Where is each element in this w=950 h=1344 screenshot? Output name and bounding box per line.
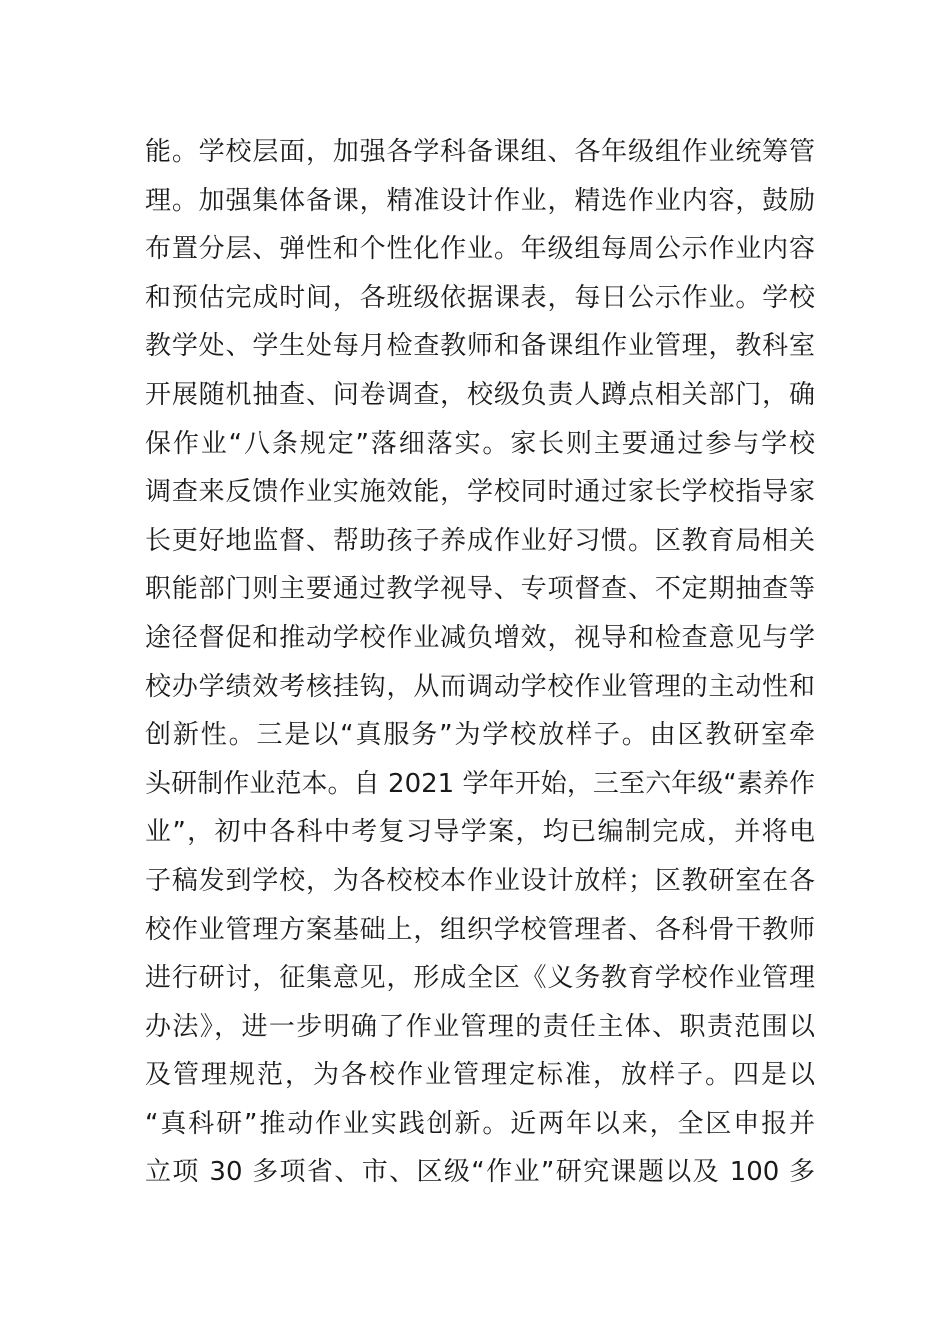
text-line: 办法》，进一步明确了作业管理的责任主体、职责范围以: [145, 1011, 815, 1042]
text-line: 途径督促和推动学校作业减负增效，视导和检查意见与学: [145, 622, 815, 653]
text-line: 进行研讨，征集意见，形成全区《义务教育学校作业管理: [145, 963, 815, 994]
text-line: 校作业管理方案基础上，组织学校管理者、各科骨干教师: [145, 914, 815, 945]
text-line: 和预估完成时间，各班级依据课表，每日公示作业。学校: [145, 282, 815, 313]
body-paragraph: [145, 128, 815, 1197]
text-line: 子稿发到学校，为各校校本作业设计放样；区教研室在各: [145, 865, 815, 896]
text-line: “真科研”推动作业实践创新。近两年以来，全区申报并: [145, 1108, 815, 1139]
text-line: 长更好地监督、帮助孩子养成作业好习惯。区教育局相关: [145, 525, 815, 556]
text-line: 教学处、学生处每月检查教师和备课组作业管理，教科室: [145, 331, 815, 362]
text-line: 理。加强集体备课，精准设计作业，精选作业内容，鼓励: [145, 185, 815, 216]
text-line: 保作业“八条规定”落细落实。家长则主要通过参与学校: [145, 428, 815, 459]
text-line: 头研制作业范本。自 2021 学年开始，三至六年级“素养作: [145, 768, 815, 799]
text-line: 调查来反馈作业实施效能，学校同时通过家长学校指导家: [145, 477, 815, 508]
text-line: 职能部门则主要通过教学视导、专项督查、不定期抽查等: [145, 574, 815, 605]
text-line: 及管理规范，为各校作业管理定标准，放样子。四是以: [145, 1060, 815, 1091]
text-line: 布置分层、弹性和个性化作业。年级组每周公示作业内容: [145, 234, 815, 265]
text-line: 业”，初中各科中考复习导学案，均已编制完成，并将电: [145, 817, 815, 848]
text-line: 开展随机抽查、问卷调查，校级负责人蹲点相关部门，确: [145, 379, 815, 410]
text-line: 创新性。三是以“真服务”为学校放样子。由区教研室牵: [145, 720, 815, 751]
text-line: 校办学绩效考核挂钩，从而调动学校作业管理的主动性和: [145, 671, 815, 702]
text-line: 能。学校层面，加强各学科备课组、各年级组作业统筹管: [145, 137, 815, 167]
text-line: 立项 30 多项省、市、区级“作业”研究课题以及 100 多: [145, 1157, 815, 1188]
